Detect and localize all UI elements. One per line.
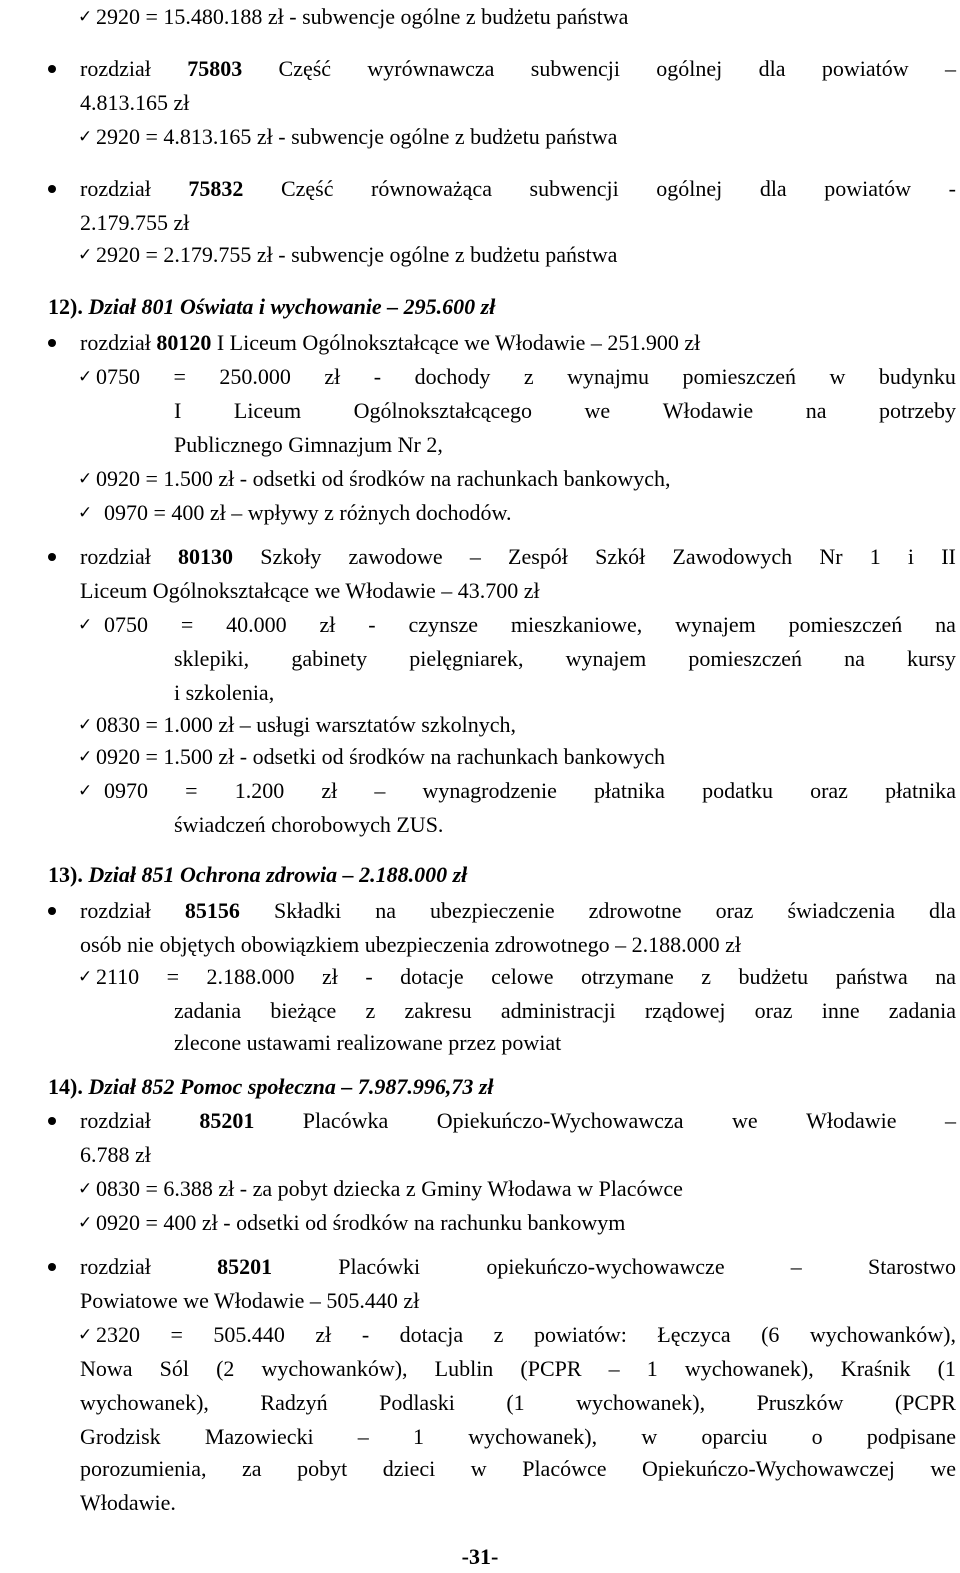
text-line bbox=[0, 172, 960, 205]
line-text: 0920 = 1.500 zł - odsetki od środków na rachunkach bankowych bbox=[96, 744, 666, 769]
line-text: 0830 = 6.388 zł - za pobyt dziecka z Gminy Włodawa w Placówce bbox=[96, 1176, 683, 1201]
line-text: Publicznego Gimnazjum Nr 2, bbox=[174, 432, 443, 457]
line-text: Włodawie. bbox=[80, 1490, 176, 1515]
line-text: rozdział 80130 Szkoły zawodowe – Zespół Szkół Zawodowych Nr 1 i II bbox=[80, 544, 956, 569]
text-line bbox=[0, 808, 960, 841]
line-text: rozdział 75803 Część wyrównawcza subwencji ogólnej dla powiatów – bbox=[80, 56, 956, 81]
text-line bbox=[0, 676, 960, 709]
text-line bbox=[0, 1026, 960, 1059]
text-line bbox=[0, 1138, 960, 1171]
line-text: 2920 = 15.480.188 zł - subwencje ogólne z budżetu państwa bbox=[96, 4, 629, 29]
line-text: 0970 = 400 zł – wpływy z różnych dochodów. bbox=[104, 500, 512, 525]
text-line bbox=[0, 1540, 960, 1573]
checkmark-icon: ✓ bbox=[78, 245, 93, 264]
text-line bbox=[0, 496, 960, 529]
line-text: 2920 = 2.179.755 zł - subwencje ogólne z budżetu państwa bbox=[96, 242, 618, 267]
checkmark-icon: ✓ bbox=[78, 367, 93, 386]
line-text: 2920 = 4.813.165 zł - subwencje ogólne z budżetu państwa bbox=[96, 124, 618, 149]
bullet-icon bbox=[48, 1117, 56, 1125]
text-line bbox=[0, 1386, 960, 1419]
line-text: rozdział 85156 Składki na ubezpieczenie zdrowotne oraz świadczenia dla bbox=[80, 898, 956, 923]
line-text: I Liceum Ogólnokształcącego we Włodawie na potrzeby bbox=[174, 398, 956, 423]
text-line bbox=[0, 708, 960, 741]
line-text: 0750 = 40.000 zł - czynsze mieszkaniowe, wynajem pomieszczeń na bbox=[104, 612, 956, 637]
checkmark-icon: ✓ bbox=[78, 1213, 93, 1232]
text-line bbox=[0, 326, 960, 359]
line-text: Grodzisk Mazowiecki – 1 wychowanek), w oparciu o podpisane bbox=[80, 1424, 956, 1449]
text-line bbox=[0, 642, 960, 675]
line-text: Powiatowe we Włodawie – 505.440 zł bbox=[80, 1288, 420, 1313]
text-line bbox=[0, 894, 960, 927]
checkmark-icon: ✓ bbox=[78, 747, 93, 766]
line-text: 6.788 zł bbox=[80, 1142, 151, 1167]
bullet-icon bbox=[48, 907, 56, 915]
checkmark-icon: ✓ bbox=[78, 127, 93, 146]
line-text: 14). Dział 852 Pomoc społeczna – 7.987.996,73 zł bbox=[48, 1074, 494, 1099]
bullet-icon bbox=[48, 339, 56, 347]
text-line bbox=[0, 394, 960, 427]
bullet-icon bbox=[48, 185, 56, 193]
checkmark-icon: ✓ bbox=[78, 7, 93, 26]
line-text: 2110 = 2.188.000 zł - dotacje celowe otrzymane z budżetu państwa na bbox=[96, 964, 956, 989]
text-line bbox=[0, 1104, 960, 1137]
text-line bbox=[0, 740, 960, 773]
checkmark-icon: ✓ bbox=[78, 503, 93, 522]
text-line bbox=[0, 290, 960, 323]
checkmark-icon: ✓ bbox=[78, 781, 93, 800]
line-text: wychowanek), Radzyń Podlaski (1 wychowanek), Pruszków (PCPR bbox=[80, 1390, 956, 1415]
text-line bbox=[0, 960, 960, 993]
checkmark-icon: ✓ bbox=[78, 615, 93, 634]
line-text: zlecone ustawami realizowane przez powiat bbox=[174, 1030, 562, 1055]
line-text: i szkolenia, bbox=[174, 680, 275, 705]
text-line bbox=[0, 1420, 960, 1453]
bullet-icon bbox=[48, 1263, 56, 1271]
line-text: rozdział 80120 I Liceum Ogólnokształcące we Włodawie – 251.900 zł bbox=[80, 330, 701, 355]
bullet-icon bbox=[48, 65, 56, 73]
line-text: 4.813.165 zł bbox=[80, 90, 190, 115]
text-line bbox=[0, 0, 960, 33]
text-line bbox=[0, 1070, 960, 1103]
text-line bbox=[0, 428, 960, 461]
text-line bbox=[0, 86, 960, 119]
line-text: osób nie objętych obowiązkiem ubezpieczenia zdrowotnego – 2.188.000 zł bbox=[80, 932, 742, 957]
line-text: sklepiki, gabinety pielęgniarek, wynajem pomieszczeń na kursy bbox=[174, 646, 956, 671]
line-text: zadania bieżące z zakresu administracji rządowej oraz inne zadania bbox=[174, 998, 956, 1023]
text-line bbox=[0, 994, 960, 1027]
checkmark-icon: ✓ bbox=[78, 715, 93, 734]
line-text: 13). Dział 851 Ochrona zdrowia – 2.188.000 zł bbox=[48, 862, 468, 887]
text-line bbox=[0, 608, 960, 641]
line-text: rozdział 75832 Część równoważąca subwencji ogólnej dla powiatów - bbox=[80, 176, 956, 201]
text-line bbox=[0, 1206, 960, 1239]
bullet-icon bbox=[48, 553, 56, 561]
text-line bbox=[0, 360, 960, 393]
line-text: Nowa Sól (2 wychowanków), Lublin (PCPR – 1 wychowanek), Kraśnik (1 bbox=[80, 1356, 956, 1381]
text-line bbox=[0, 928, 960, 961]
text-line bbox=[0, 462, 960, 495]
text-line bbox=[0, 1452, 960, 1485]
line-text: 0970 = 1.200 zł – wynagrodzenie płatnika podatku oraz płatnika bbox=[104, 778, 956, 803]
page-number: -31- bbox=[461, 1544, 499, 1569]
line-text: rozdział 85201 Placówka Opiekuńczo-Wychowawcza we Włodawie – bbox=[80, 1108, 956, 1133]
text-line bbox=[0, 1318, 960, 1351]
checkmark-icon: ✓ bbox=[78, 1325, 93, 1344]
line-text: porozumienia, za pobyt dzieci w Placówce Opiekuńczo-Wychowawczej we bbox=[80, 1456, 956, 1481]
text-line bbox=[0, 574, 960, 607]
line-text: 0920 = 1.500 zł - odsetki od środków na rachunkach bankowych, bbox=[96, 466, 671, 491]
checkmark-icon: ✓ bbox=[78, 469, 93, 488]
text-line bbox=[0, 238, 960, 271]
line-text: świadczeń chorobowych ZUS. bbox=[174, 812, 444, 837]
text-line bbox=[0, 52, 960, 85]
line-text: 2.179.755 zł bbox=[80, 210, 190, 235]
checkmark-icon: ✓ bbox=[78, 967, 93, 986]
line-text: rozdział 85201 Placówki opiekuńczo-wychowawcze – Starostwo bbox=[80, 1254, 956, 1279]
checkmark-icon: ✓ bbox=[78, 1179, 93, 1198]
text-line bbox=[0, 206, 960, 239]
line-text: 12). Dział 801 Oświata i wychowanie – 295.600 zł bbox=[48, 294, 496, 319]
text-line bbox=[0, 1486, 960, 1519]
text-line bbox=[0, 774, 960, 807]
line-text: 0750 = 250.000 zł - dochody z wynajmu pomieszczeń w budynku bbox=[96, 364, 956, 389]
text-line bbox=[0, 1172, 960, 1205]
line-text: 2320 = 505.440 zł - dotacja z powiatów: Łęczyca (6 wychowanków), bbox=[96, 1322, 956, 1347]
line-text: Liceum Ogólnokształcące we Włodawie – 43.700 zł bbox=[80, 578, 540, 603]
text-line bbox=[0, 1284, 960, 1317]
text-line bbox=[0, 858, 960, 891]
text-line bbox=[0, 1352, 960, 1385]
line-text: 0920 = 400 zł - odsetki od środków na rachunku bankowym bbox=[96, 1210, 626, 1235]
text-line bbox=[0, 1250, 960, 1283]
line-text: 0830 = 1.000 zł – usługi warsztatów szkolnych, bbox=[96, 712, 516, 737]
text-line bbox=[0, 540, 960, 573]
text-line bbox=[0, 120, 960, 153]
